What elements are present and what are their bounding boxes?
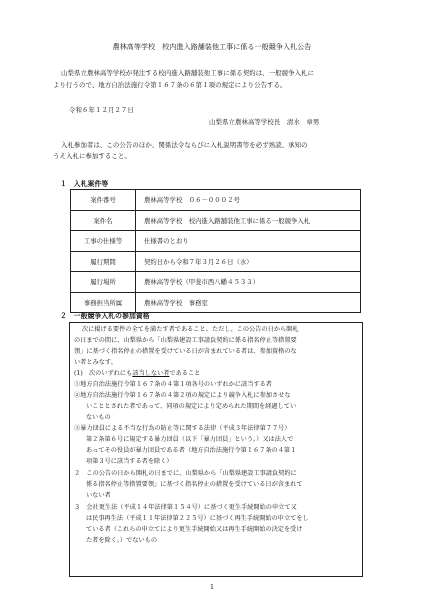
eligibility-line: 係る指名停止等措置要領」に基づく指名停止の措置を受けている日が含まれて — [86, 481, 303, 488]
table-key: 履行場所 — [71, 272, 136, 293]
table-row — [71, 272, 361, 293]
intro-line-1: 山梨県立農林高等学校が発注する校内進入路舗装他工事に係る契約は、一般競争入札に — [61, 69, 315, 77]
section-2-heading: ２ 一般競争入札の参加資格 — [60, 312, 150, 320]
table-value: 契約日から令和７年３月２６日（水） — [136, 251, 361, 272]
table-value: 農林高等学校（甲斐市西八幡４５３３） — [136, 272, 361, 293]
underlined-phrase: 該当しない者 — [132, 370, 170, 377]
eligibility-line: いこととされた者であって、同項の規定により定められた期間を経過してい — [86, 403, 297, 410]
intro-line-2: より行うので、地方自治法施行令第１６７条の６第１項の規定により公告する。 — [53, 81, 287, 89]
table-row — [71, 251, 361, 272]
table-key: 案件番号 — [71, 190, 136, 211]
eligibility-line: ３ 会社更生法（平成１４年法律第１５４号）に基づく更生手続開始の申立て又 — [74, 504, 297, 511]
eligibility-line: ③暴力団員による不当な行為の防止等に関する法律（平成３年法律第７７号） — [74, 425, 291, 432]
table-key: 工事の仕様等 — [71, 231, 136, 252]
eligibility-line: 領」に基づく指名停止の措置を受けている日が含まれている者は、参加資格のな — [74, 348, 297, 355]
item-1-prefix: (1) 次のいずれにも — [74, 370, 133, 377]
table-row — [71, 292, 361, 313]
table-value: 農林高等学校 校内進入路舗装他工事に係る一般競争入札 — [136, 210, 361, 231]
table-row — [71, 210, 361, 231]
eligibility-line: ①地方自治法施行令第１６７条の４第１項各号のいずれかに該当する者 — [74, 381, 272, 388]
case-info-table — [70, 189, 361, 313]
table-value: 農林高等学校 ０６－０００２号 — [136, 190, 361, 211]
page-number: 1 — [209, 583, 215, 591]
table-key: 履行期間 — [71, 251, 136, 272]
signature: 山梨県立農林高等学校長 清水 章男 — [209, 118, 320, 126]
table-value: 仕様書のとおり — [136, 231, 361, 252]
table-key: 案件名 — [71, 210, 136, 231]
eligibility-line: ないもの — [86, 414, 111, 421]
eligibility-line: ２ この公告の日から開札の日までに、山梨県から「山梨県建設工事請負契約に — [74, 470, 297, 477]
section-1-heading: １ 入札案件等 — [60, 180, 109, 188]
eligibility-line: は民事再生法（平成１１年法律第２２５号）に基づく再生手続開始の申立てをし — [86, 515, 309, 522]
item-1-suffix: であること — [169, 370, 201, 377]
notice-line-1: 入札参加者は、この公告のほか、関係法令ならびに入札説明書等を必ず熟読、承知の — [61, 141, 308, 149]
eligibility-line: ている者（これらの申立てにより更生手続開始又は再生手続開始の決定を受け — [86, 526, 303, 533]
notice-date: 令和６年１２月２７日 — [69, 106, 134, 114]
page-title: 農林高等学校 校内進入路舗装他工事に係る一般競争入札公告 — [112, 43, 312, 51]
eligibility-line: あってその役員が暴力団員である者（地方自治法施行令第１６７条の４第１ — [86, 447, 297, 454]
table-value: 農林高等学校 事務室 — [136, 292, 361, 313]
notice-line-2: うえ入札に参加すること。 — [53, 152, 131, 160]
eligibility-line: ②地方自治法施行令第１６７条の４第２項の規定により競争入札に参加させな — [74, 392, 291, 399]
eligibility-box — [69, 322, 363, 577]
eligibility-line: い者とみなす。 — [74, 359, 117, 366]
eligibility-line: 次に掲げる要件の全てを満たす者であること。ただし、この公告の日から開札 — [82, 326, 299, 333]
table-key: 事務担当所属 — [71, 292, 136, 313]
eligibility-line: 第２条第６号に規定する暴力団員（以下「暴力団員」という。）又は法人で — [86, 436, 294, 443]
eligibility-line: いない者 — [86, 492, 111, 499]
eligibility-line: た者を除く。）でないもの — [86, 537, 158, 544]
eligibility-line: 項第３号に該当する者を除く） — [86, 458, 173, 465]
table-row — [71, 190, 361, 211]
eligibility-line: の日までの間に、山梨県から「山梨県建設工事請負契約に係る指名停止等措置要 — [74, 337, 297, 344]
table-row — [71, 231, 361, 252]
eligibility-item-1 — [74, 370, 200, 378]
